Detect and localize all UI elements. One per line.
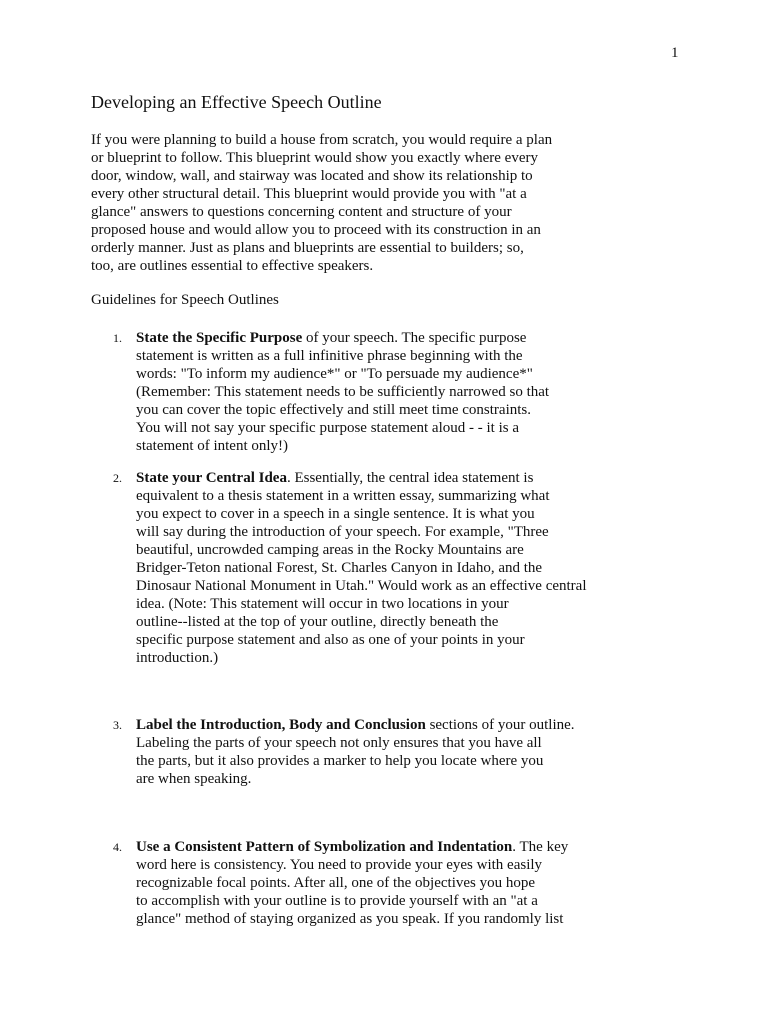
item-line: are when speaking.: [136, 771, 252, 787]
item-line: glance" method of staying organized as you speak. If you randomly list: [136, 911, 564, 927]
item-line: word here is consistency. You need to provide your eyes with easily: [136, 857, 543, 873]
item-number: 1.: [113, 331, 122, 345]
item-heading: Label the Introduction, Body and Conclusion: [136, 717, 426, 733]
page-number: 1: [671, 45, 679, 61]
item-line: Dinosaur National Monument in Utah." Would work as an effective central: [136, 578, 587, 594]
item-body: [136, 716, 575, 788]
item-heading: State your Central Idea: [136, 470, 287, 486]
item-line: (Remember: This statement needs to be sufficiently narrowed so that: [136, 384, 550, 400]
item-line: beautiful, uncrowded camping areas in the Rocky Mountains are: [136, 542, 524, 558]
document-title: Developing an Effective Speech Outline: [91, 92, 382, 112]
item-first-line: [136, 329, 549, 347]
intro-paragraph: [91, 131, 571, 275]
intro-line: orderly manner. Just as plans and blueprints are essential to builders; so,: [91, 240, 524, 256]
guidelines-heading: Guidelines for Speech Outlines: [91, 292, 279, 308]
item-line: words: "To inform my audience*" or "To persuade my audience*": [136, 366, 533, 382]
item-line: You will not say your specific purpose statement aloud - - it is a: [136, 420, 519, 436]
item-line: will say during the introduction of your speech. For example, "Three: [136, 524, 549, 540]
item-line: specific purpose statement and also as one of your points in your: [136, 632, 525, 648]
intro-line: or blueprint to follow. This blueprint would show you exactly where every: [91, 150, 538, 166]
item-heading: State the Specific Purpose: [136, 330, 303, 346]
item-line: to accomplish with your outline is to provide yourself with an "at a: [136, 893, 538, 909]
item-body: [136, 329, 549, 455]
item-line: you expect to cover in a speech in a single sentence. It is what you: [136, 506, 535, 522]
item-line: Labeling the parts of your speech not only ensures that you have all: [136, 735, 542, 751]
item-line: you can cover the topic effectively and still meet time constraints.: [136, 402, 532, 418]
item-line: introduction.): [136, 650, 219, 666]
item-body: [136, 469, 587, 667]
item-first-line: [136, 838, 568, 856]
item-line: statement of intent only!): [136, 438, 289, 454]
item-line: the parts, but it also provides a marker to help you locate where you: [136, 753, 544, 769]
item-line: statement is written as a full infinitive phrase beginning with the: [136, 348, 523, 364]
item-line: equivalent to a thesis statement in a written essay, summarizing what: [136, 488, 550, 504]
intro-line: door, window, wall, and stairway was located and show its relationship to: [91, 168, 533, 184]
intro-line: proposed house and would allow you to proceed with its construction in an: [91, 222, 541, 238]
item-first-line-rest: . Essentially, the central idea statement is: [286, 470, 534, 486]
item-number: 3.: [113, 718, 122, 732]
intro-line: If you were planning to build a house from scratch, you would require a plan: [91, 132, 553, 148]
item-first-line-rest: . The key: [512, 839, 569, 855]
item-line: Bridger-Teton national Forest, St. Charles Canyon in Idaho, and the: [136, 560, 543, 576]
item-line: recognizable focal points. After all, one of the objectives you hope: [136, 875, 536, 891]
item-first-line: [136, 469, 587, 487]
item-heading: Use a Consistent Pattern of Symbolization and Indentation: [136, 839, 513, 855]
intro-line: too, are outlines essential to effective speakers.: [91, 258, 374, 274]
item-line: outline--listed at the top of your outline, directly beneath the: [136, 614, 499, 630]
item-line: idea. (Note: This statement will occur in two locations in your: [136, 596, 509, 612]
intro-line: glance" answers to questions concerning content and structure of your: [91, 204, 512, 220]
item-number: 2.: [113, 471, 122, 485]
item-number: 4.: [113, 840, 122, 854]
intro-line: every other structural detail. This blueprint would provide you with "at a: [91, 186, 527, 202]
item-first-line-rest: sections of your outline.: [425, 717, 575, 733]
item-first-line: [136, 716, 575, 734]
item-body: [136, 838, 568, 928]
item-first-line-rest: of your speech. The specific purpose: [302, 330, 527, 346]
